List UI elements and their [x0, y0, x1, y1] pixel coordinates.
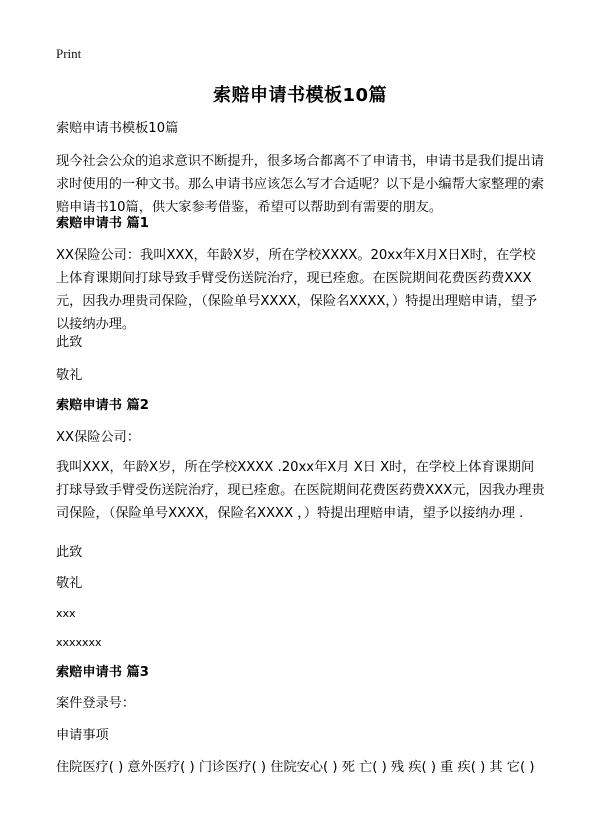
- section-1-closing-cizhi: 此致: [56, 335, 83, 350]
- section-1-closing-jingli: 敬礼: [56, 368, 83, 383]
- intro-title: 索赔申请书模板10篇: [56, 121, 179, 136]
- section-1-heading: 索赔申请书 篇1: [56, 216, 149, 231]
- section-1-body: XX保险公司：我叫XXX，年龄X岁，所在学校XXXX。20xx年X月X日X时，在学校上体育课期间打球导致手臂受伤送院治疗，现已痊愈。在医院期间花费医药费XXX元，因我办理贵司保险，（保险单号XXXX，保险名XXXX，）特提出理赔申请，望予以接纳办理。: [56, 248, 538, 332]
- section-2-closing-cizhi: 此致: [56, 545, 83, 560]
- print-link[interactable]: Print: [56, 46, 82, 61]
- section-2-body: 我叫XXX，年龄X岁，所在学校XXXX .20xx年X月 X日 X时，在学校上体育课期间打球导致手臂受伤送院治疗，现已痊愈。在医院期间花费医药费XXX元，因我办理贵司保险，（保险单号XXXX，保险名XXXX ，）特提出理赔申请，望予以接纳办理 .: [56, 460, 545, 521]
- document-title: 索赔申请书模板10篇: [212, 85, 388, 106]
- section-3-case-number: 案件登录号：: [56, 696, 136, 711]
- section-2-salutation: XX保险公司：: [56, 430, 141, 445]
- section-2-signature-1: xxx: [56, 607, 76, 620]
- section-2-signature-2: xxxxxxx: [56, 636, 102, 649]
- section-2-closing-jingli: 敬礼: [56, 576, 83, 591]
- section-3-heading: 索赔申请书 篇3: [56, 665, 149, 680]
- section-2-heading: 索赔申请书 篇2: [56, 398, 149, 413]
- intro-paragraph: 现今社会公众的追求意识不断提升，很多场合都离不了申请书，申请书是我们提出请求时使用的一种文书。那么申请书应该怎么写才合适呢？以下是小编帮大家整理的索赔申请书10篇，供大家参考借鉴，希望可以帮助到有需要的朋友。: [56, 154, 544, 215]
- section-3-items-line: 住院医疗( ) 意外医疗( ) 门诊医疗( ) 住院安心( ) 死 亡( ) 残 疾( ) 重 疾( ) 其 它( ): [56, 760, 535, 775]
- section-3-items-label: 申请事项: [56, 728, 109, 743]
